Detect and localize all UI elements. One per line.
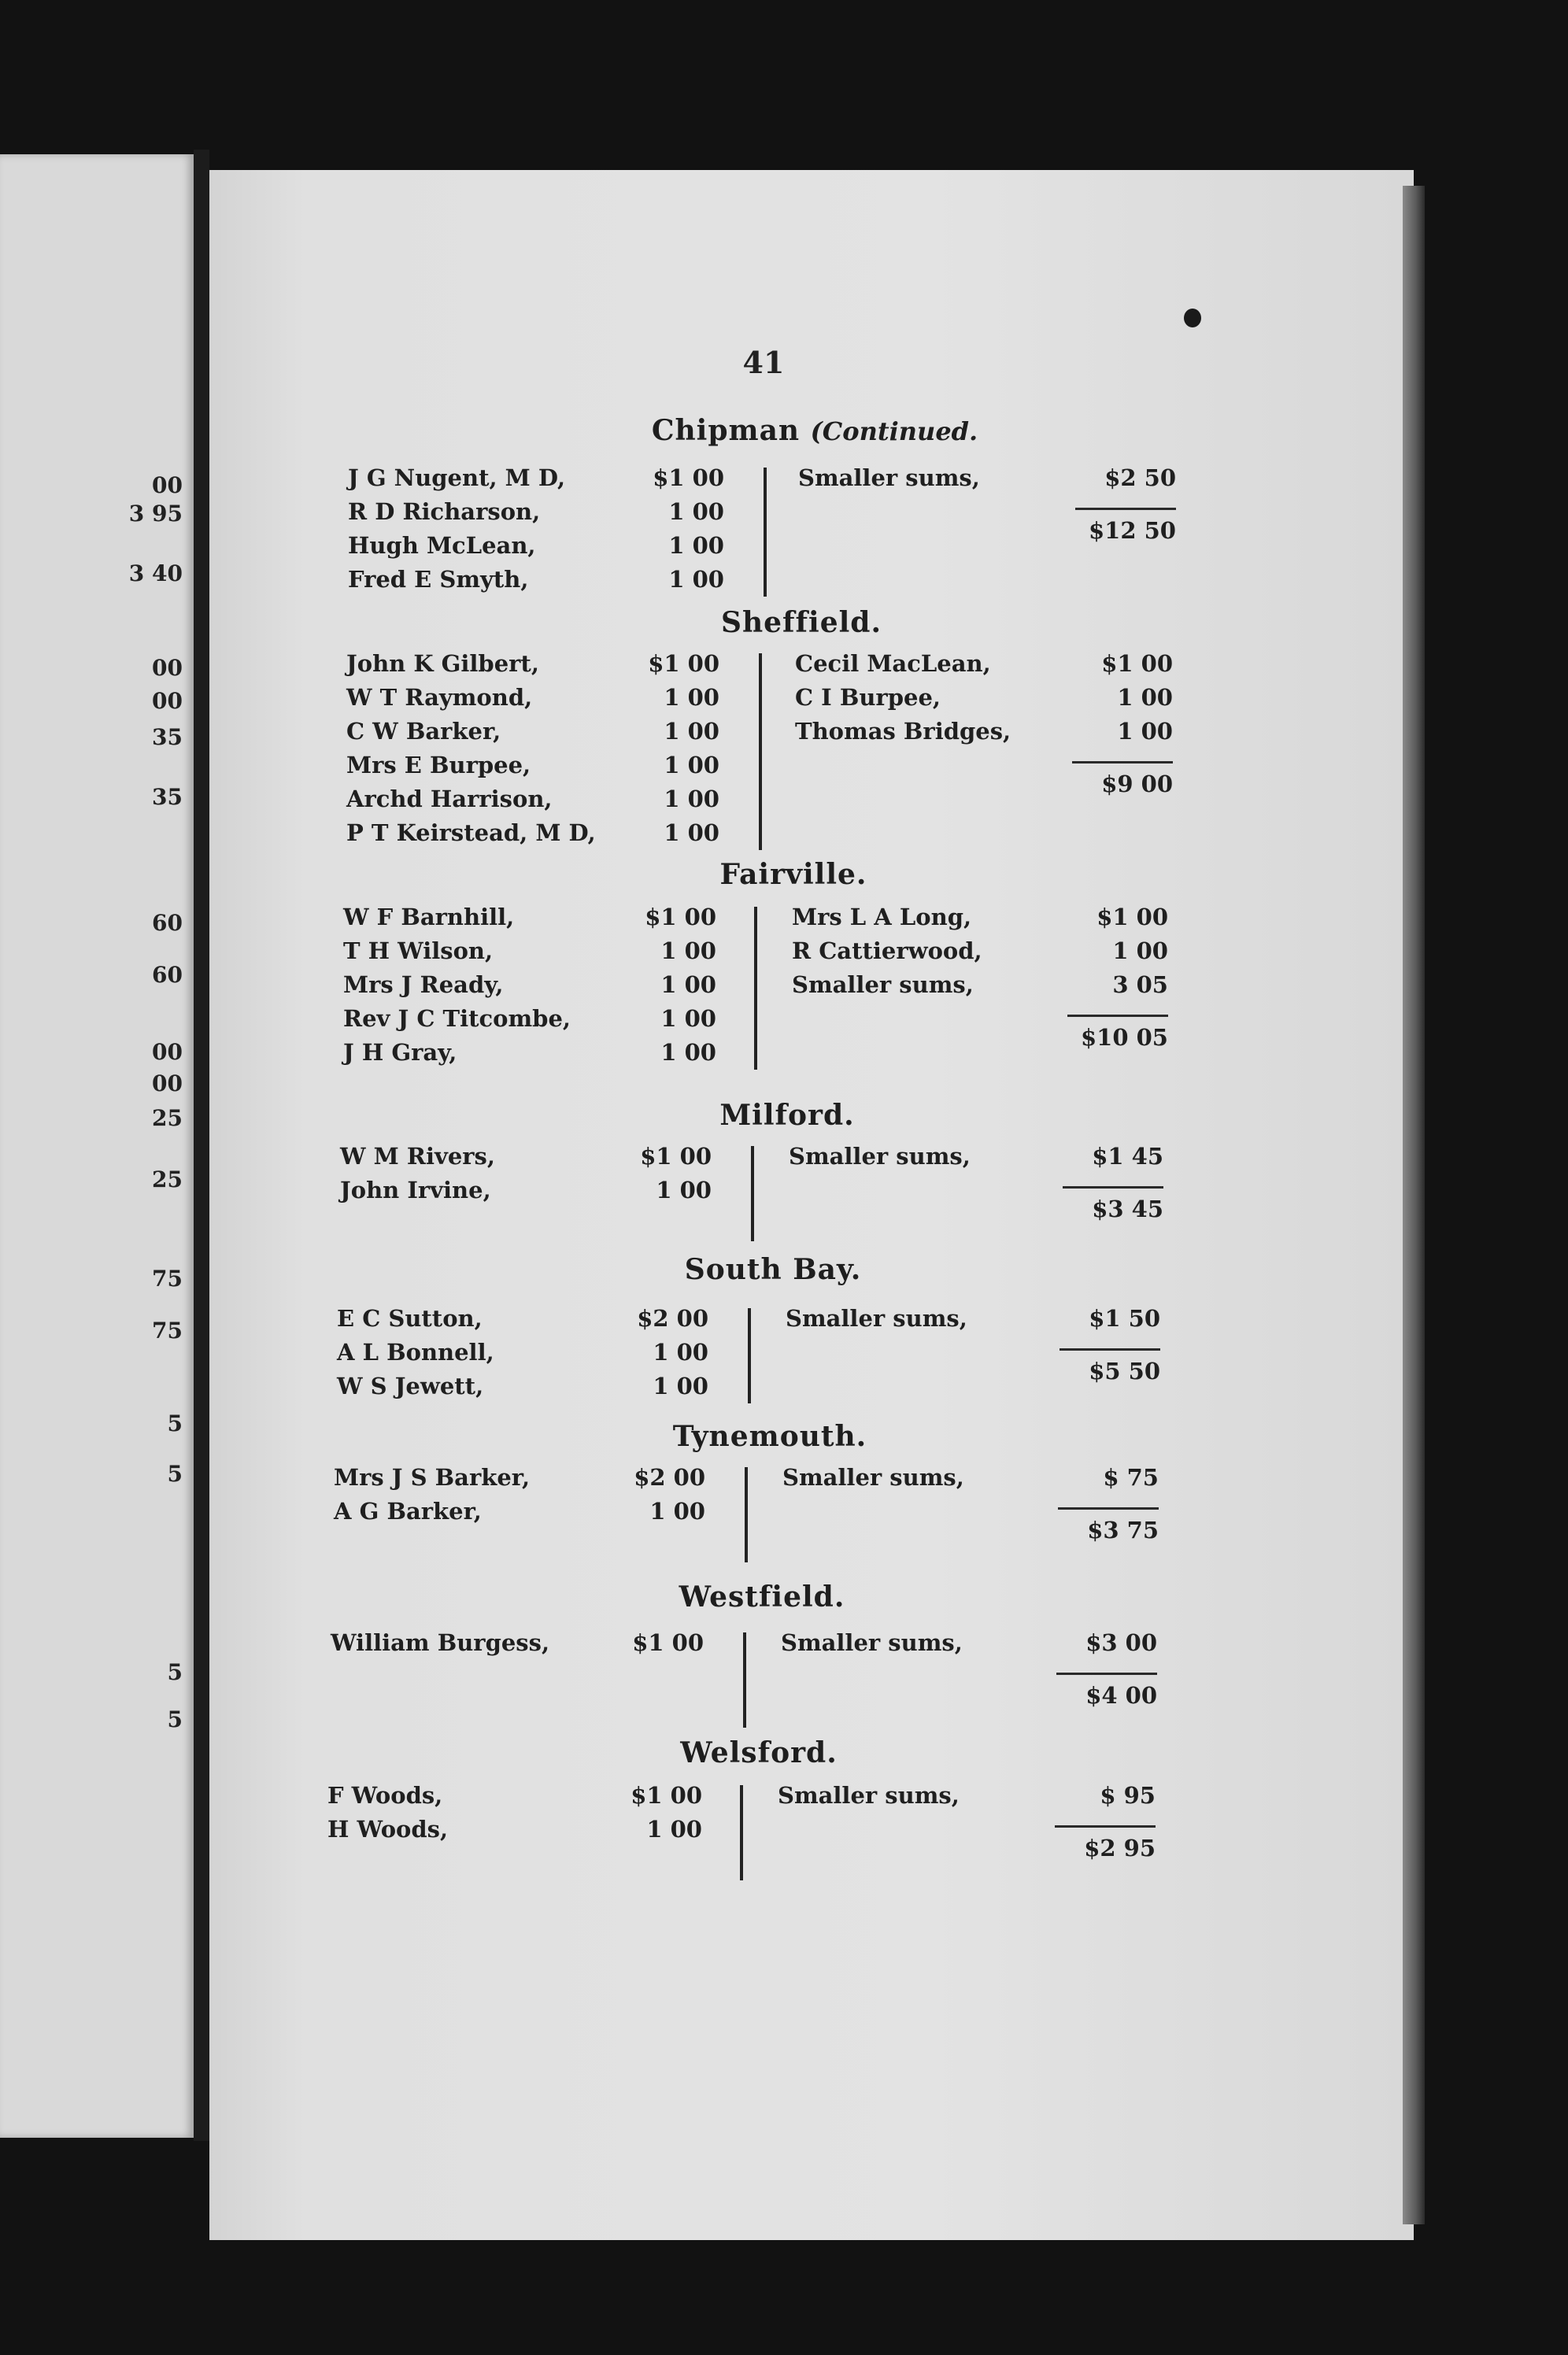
- sum-rule: [1055, 1825, 1156, 1828]
- contributor-row: [343, 1005, 716, 1039]
- contributor-name: P T Keirstead, M D,: [346, 819, 596, 846]
- contribution-amount: $1 00: [632, 1629, 704, 1656]
- contribution-amount: $ 95: [1100, 1782, 1156, 1809]
- contribution-amount: 1 00: [653, 1339, 708, 1366]
- total-amount: $5 50: [1089, 1358, 1160, 1385]
- section-title-text: Welsford.: [680, 1736, 838, 1769]
- section-title: [526, 1580, 998, 1614]
- page-number: 41: [742, 345, 785, 380]
- total-amount: $2 95: [1084, 1835, 1156, 1861]
- contributor-row: [337, 1305, 708, 1339]
- contributor-name: Hugh McLean,: [348, 532, 536, 559]
- contributor-row: [327, 1816, 702, 1850]
- section-title: [523, 1736, 995, 1769]
- section-total: [1006, 1196, 1163, 1229]
- contributor-name: J G Nugent, M D,: [348, 464, 566, 491]
- book-gutter: [194, 150, 209, 2141]
- left-page-fragment: 25: [152, 1166, 183, 1192]
- contributor-row: [343, 1039, 716, 1073]
- sum-rule: [1075, 508, 1176, 510]
- column-divider: [754, 907, 757, 1070]
- contribution-amount: 1 00: [1117, 684, 1173, 711]
- page-edge: [1403, 186, 1425, 2224]
- contributor-name: E C Sutton,: [337, 1305, 483, 1332]
- contributor-name: John Irvine,: [340, 1177, 491, 1203]
- section-title: [565, 606, 1037, 639]
- contributor-name: F Woods,: [327, 1782, 443, 1809]
- left-page-fragment: 3 95: [128, 501, 183, 527]
- contribution-amount: $1 45: [1092, 1143, 1163, 1170]
- contributor-row: [789, 1143, 1163, 1177]
- column-divider: [740, 1785, 743, 1880]
- contribution-amount: $1 00: [653, 464, 724, 491]
- contribution-amount: 1 00: [649, 1498, 705, 1525]
- contribution-amount: 1 00: [664, 786, 719, 812]
- left-page-fragment: 75: [152, 1318, 183, 1344]
- contribution-amount: 1 00: [664, 684, 719, 711]
- contributor-name: T H Wilson,: [343, 937, 494, 964]
- total-amount: $9 00: [1101, 771, 1173, 797]
- contributor-name: Smaller sums,: [786, 1305, 967, 1332]
- section-title-text: Sheffield.: [720, 606, 882, 639]
- contributor-row: [782, 1464, 1159, 1498]
- contribution-amount: $1 00: [640, 1143, 712, 1170]
- left-page-fragment: 75: [152, 1266, 183, 1292]
- contribution-amount: 1 00: [668, 532, 724, 559]
- contributor-name: Smaller sums,: [789, 1143, 971, 1170]
- left-page-fragment: 00: [152, 1070, 183, 1096]
- contribution-amount: $2 00: [634, 1464, 705, 1491]
- sum-rule: [1067, 1015, 1168, 1017]
- contribution-amount: 1 00: [660, 1039, 716, 1066]
- contributor-row: [795, 650, 1173, 684]
- contributor-row: [343, 904, 716, 937]
- contribution-amount: 1 00: [660, 971, 716, 998]
- contributor-row: [340, 1177, 712, 1211]
- left-page-fragment: 5: [167, 1659, 183, 1685]
- section-title-text: South Bay.: [684, 1253, 862, 1286]
- total-amount: $10 05: [1081, 1024, 1168, 1051]
- contributor-name: Smaller sums,: [778, 1782, 960, 1809]
- contribution-amount: 1 00: [660, 937, 716, 964]
- contributor-row: [346, 684, 719, 718]
- sum-rule: [1058, 1507, 1159, 1510]
- contributor-row: [348, 498, 724, 532]
- contribution-amount: 1 00: [668, 566, 724, 593]
- left-page-fragment: 5: [167, 1410, 183, 1436]
- contribution-amount: $3 00: [1085, 1629, 1157, 1656]
- contributor-row: [340, 1143, 712, 1177]
- contribution-amount: 1 00: [1117, 718, 1173, 745]
- contributor-row: [346, 718, 719, 752]
- contributor-row: [337, 1339, 708, 1373]
- contributor-row: [331, 1629, 704, 1663]
- contributor-name: Mrs J S Barker,: [334, 1464, 531, 1491]
- ink-spot: [1184, 309, 1201, 327]
- contribution-amount: $1 50: [1089, 1305, 1160, 1332]
- left-page: [0, 154, 194, 2138]
- contributor-name: Mrs E Burpee,: [346, 752, 531, 778]
- contributor-name: Rev J C Titcombe,: [343, 1005, 571, 1032]
- section-total: [1000, 1682, 1157, 1716]
- contributor-row: [343, 971, 716, 1005]
- contributor-row: [343, 937, 716, 971]
- left-page-fragment: 3 40: [128, 560, 183, 586]
- section-title: [537, 1253, 1009, 1286]
- sum-rule: [1060, 1348, 1160, 1351]
- sum-rule: [1056, 1673, 1157, 1675]
- total-amount: $4 00: [1085, 1682, 1157, 1709]
- contributor-name: R D Richarson,: [348, 498, 541, 525]
- contributor-row: [781, 1629, 1157, 1663]
- section-title: [579, 414, 1051, 447]
- left-page-fragment: 00: [152, 1039, 183, 1065]
- contribution-amount: $1 00: [648, 650, 719, 677]
- contributor-name: Mrs L A Long,: [792, 904, 972, 930]
- section-title: [534, 1420, 1006, 1453]
- column-divider: [751, 1146, 754, 1241]
- contribution-amount: $1 00: [645, 904, 716, 930]
- contributor-name: William Burgess,: [331, 1629, 550, 1656]
- contribution-amount: 1 00: [660, 1005, 716, 1032]
- contributor-row: [786, 1305, 1160, 1339]
- contributor-name: Smaller sums,: [798, 464, 980, 491]
- section-title: [557, 858, 1030, 891]
- contribution-amount: $1 00: [1101, 650, 1173, 677]
- contributor-name: W M Rivers,: [340, 1143, 495, 1170]
- contributor-name: John K Gilbert,: [346, 650, 539, 677]
- contribution-amount: 1 00: [664, 819, 719, 846]
- section-total: [1015, 771, 1173, 804]
- contribution-amount: 1 00: [664, 718, 719, 745]
- contributor-row: [348, 532, 724, 566]
- contribution-amount: 1 00: [656, 1177, 712, 1203]
- section-title-suffix: (Continued.: [810, 416, 978, 446]
- left-page-fragment: 35: [152, 784, 183, 810]
- sum-rule: [1072, 761, 1173, 763]
- left-page-fragment: 60: [152, 962, 183, 988]
- contribution-amount: $2 50: [1104, 464, 1176, 491]
- left-page-fragment: 35: [152, 724, 183, 750]
- contributor-row: [792, 937, 1168, 971]
- total-amount: $12 50: [1089, 517, 1176, 544]
- left-page-fragment: 00: [152, 688, 183, 714]
- contributor-row: [795, 718, 1173, 752]
- contributor-name: A L Bonnell,: [337, 1339, 494, 1366]
- contributor-row: [334, 1498, 705, 1532]
- contributor-row: [348, 566, 724, 600]
- contributor-name: H Woods,: [327, 1816, 449, 1843]
- contributor-name: Thomas Bridges,: [795, 718, 1011, 745]
- column-divider: [764, 468, 767, 597]
- contributor-row: [346, 819, 719, 853]
- contributor-name: R Cattierwood,: [792, 937, 982, 964]
- section-total: [1019, 517, 1176, 551]
- contributor-name: Mrs J Ready,: [343, 971, 504, 998]
- column-divider: [748, 1308, 751, 1403]
- contribution-amount: $ 75: [1103, 1464, 1159, 1491]
- section-title-text: Milford.: [719, 1099, 855, 1132]
- section-title: [551, 1099, 1023, 1132]
- contributor-name: J H Gray,: [343, 1039, 457, 1066]
- column-divider: [759, 653, 762, 850]
- contribution-amount: $1 00: [631, 1782, 702, 1809]
- contributor-row: [348, 464, 724, 498]
- contributor-name: W F Barnhill,: [343, 904, 515, 930]
- contributor-row: [346, 752, 719, 786]
- contribution-amount: 1 00: [646, 1816, 702, 1843]
- section-title-text: Tynemouth.: [672, 1420, 867, 1453]
- contributor-row: [792, 971, 1168, 1005]
- contributor-name: Archd Harrison,: [346, 786, 553, 812]
- left-page-fragment: 00: [152, 655, 183, 681]
- contributor-name: W T Raymond,: [346, 684, 533, 711]
- left-page-fragment: 5: [167, 1706, 183, 1732]
- left-page-fragment: 60: [152, 910, 183, 936]
- section-total: [1001, 1517, 1159, 1551]
- column-divider: [743, 1632, 746, 1728]
- section-total: [998, 1835, 1156, 1869]
- contribution-amount: $2 00: [637, 1305, 708, 1332]
- contribution-amount: 1 00: [668, 498, 724, 525]
- section-total: [1011, 1024, 1168, 1058]
- contributor-name: C I Burpee,: [795, 684, 941, 711]
- left-page-fragment: 25: [152, 1105, 183, 1131]
- contributor-row: [334, 1464, 705, 1498]
- left-page-fragment: 00: [152, 472, 183, 498]
- contributor-name: Fred E Smyth,: [348, 566, 529, 593]
- contributor-name: A G Barker,: [334, 1498, 482, 1525]
- contributor-name: W S Jewett,: [337, 1373, 484, 1399]
- contribution-amount: 1 00: [664, 752, 719, 778]
- contributor-name: Smaller sums,: [781, 1629, 963, 1656]
- contributor-row: [795, 684, 1173, 718]
- contributor-row: [798, 464, 1176, 498]
- contributor-name: Smaller sums,: [792, 971, 974, 998]
- total-amount: $3 45: [1092, 1196, 1163, 1222]
- sum-rule: [1063, 1186, 1163, 1189]
- contribution-amount: 1 00: [653, 1373, 708, 1399]
- section-title-text: Chipman: [651, 414, 801, 447]
- contribution-amount: 3 05: [1112, 971, 1168, 998]
- contributor-row: [778, 1782, 1156, 1816]
- section-title-text: Fairville.: [719, 858, 867, 891]
- contributor-row: [792, 904, 1168, 937]
- contributor-row: [337, 1373, 708, 1407]
- section-title-text: Westfield.: [679, 1580, 845, 1614]
- contributor-row: [346, 650, 719, 684]
- column-divider: [745, 1467, 748, 1562]
- contributor-row: [327, 1782, 702, 1816]
- contribution-amount: 1 00: [1112, 937, 1168, 964]
- total-amount: $3 75: [1087, 1517, 1159, 1544]
- contributor-name: C W Barker,: [346, 718, 501, 745]
- contributor-name: Smaller sums,: [782, 1464, 964, 1491]
- left-page-fragment: 5: [167, 1461, 183, 1487]
- contributor-name: Cecil MacLean,: [795, 650, 991, 677]
- contributor-row: [346, 786, 719, 819]
- contribution-amount: $1 00: [1096, 904, 1168, 930]
- section-total: [1003, 1358, 1160, 1392]
